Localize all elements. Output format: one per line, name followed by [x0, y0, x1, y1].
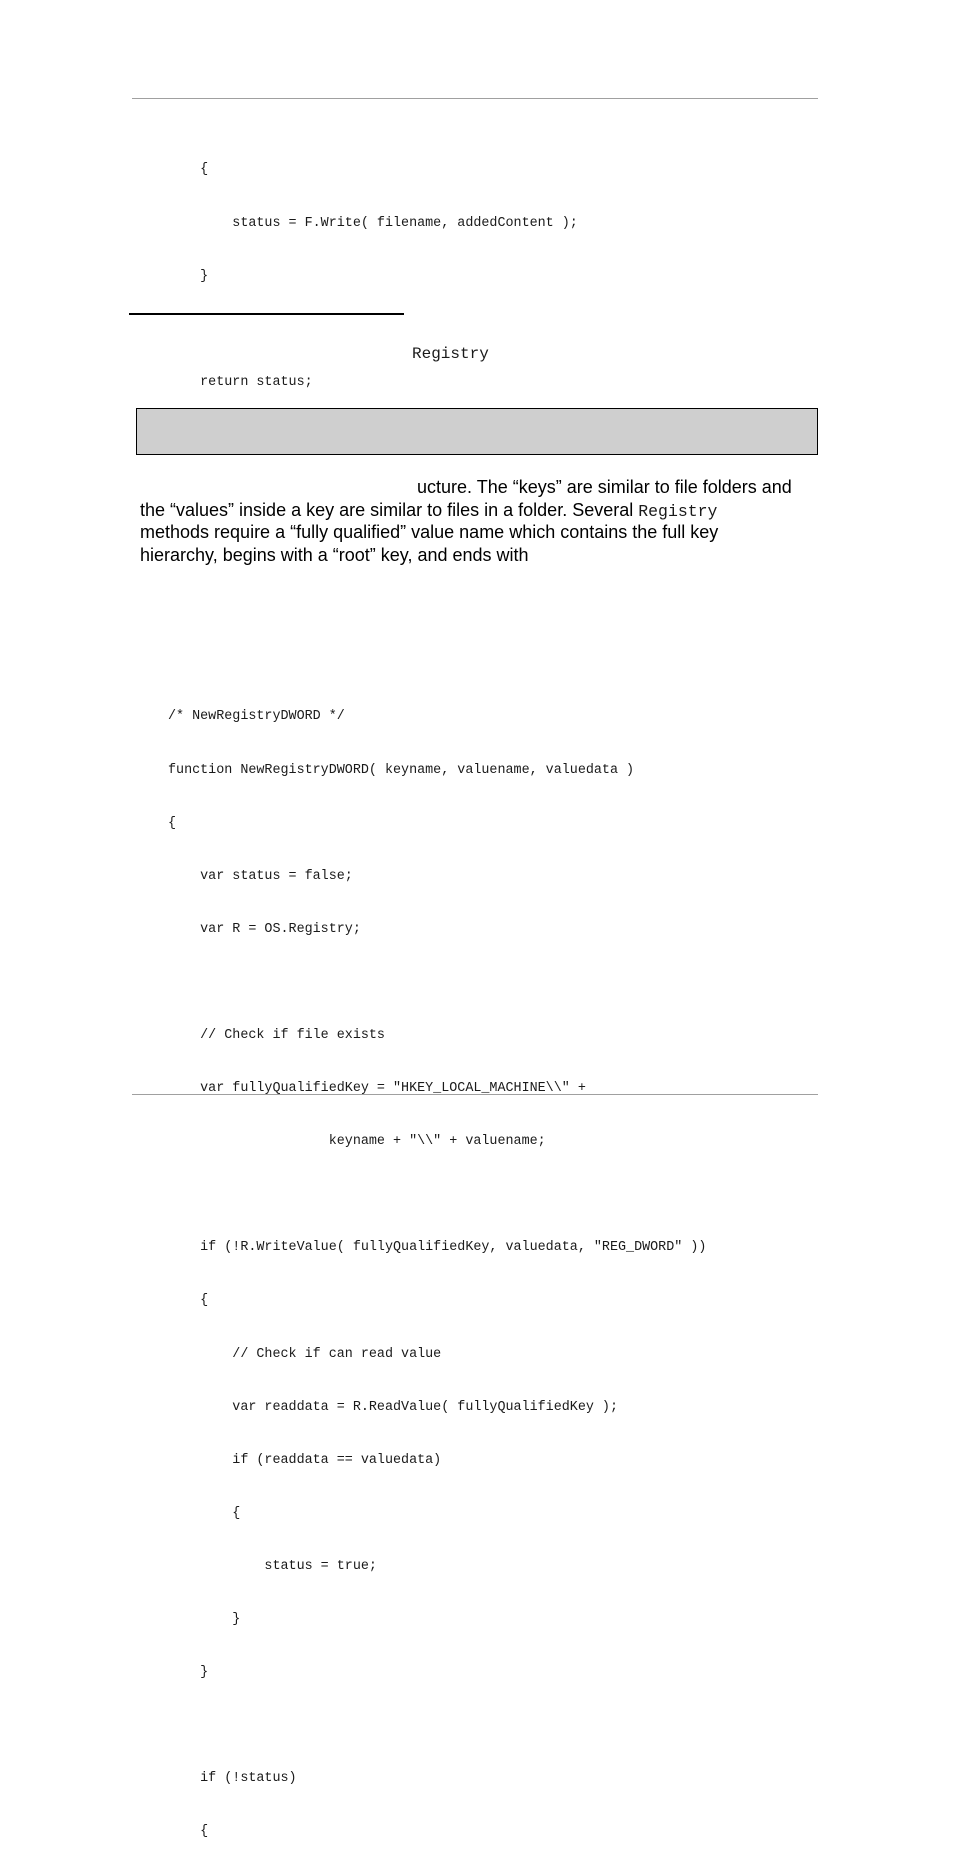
code-line: status = F.Write( filename, addedContent ); [168, 215, 578, 231]
paragraph-line: methods require a “fully qualified” value name which contains the full key [140, 522, 719, 542]
code-line: function NewRegistryDWORD( keyname, valuename, valuedata ) [168, 762, 635, 778]
code-line [168, 1186, 706, 1204]
registry-description-paragraph [140, 476, 830, 566]
section-heading-rule [129, 313, 404, 315]
code-line: var R = OS.Registry; [168, 921, 361, 937]
gray-callout-box [136, 408, 818, 455]
code-line: } [168, 1665, 209, 1681]
page-header-rule [132, 98, 818, 99]
inline-code-registry: Registry [638, 501, 718, 521]
paragraph-line [140, 499, 830, 522]
code-line: } [168, 268, 209, 284]
paragraph-text: the “values” inside a key are similar to files in a folder. Several [140, 499, 639, 520]
code-line: if (readdata == valuedata) [168, 1452, 442, 1468]
code-line: var readdata = R.ReadValue( fullyQualifiedKey ); [168, 1399, 618, 1415]
code-line: var fullyQualifiedKey = "HKEY_LOCAL_MACHINE\\" + [168, 1081, 586, 1097]
code-line: { [168, 1293, 209, 1309]
code-line: status = true; [168, 1558, 377, 1574]
code-line: { [168, 1505, 241, 1521]
paragraph-line: ucture. The “keys” are similar to file folders and [417, 477, 792, 497]
page-footer-rule [132, 1094, 818, 1095]
code-line: /* NewRegistryDWORD */ [168, 709, 345, 725]
registry-label: Registry [412, 345, 489, 363]
code-line: // Check if file exists [168, 1027, 385, 1043]
code-line [168, 1717, 706, 1735]
code-line: } [168, 1612, 241, 1627]
paragraph-line: hierarchy, begins with a “root” key, and ends with [140, 544, 529, 565]
code-line: if (!R.WriteValue( fullyQualifiedKey, valuedata, "REG_DWORD" )) [168, 1240, 707, 1256]
code-line: if (!status) [168, 1771, 297, 1787]
code-line: { [168, 815, 177, 831]
code-line: { [168, 162, 209, 178]
code-line: var status = false; [168, 868, 353, 884]
code-line: keyname + "\\" + valuename; [168, 1134, 546, 1150]
code-block-new-registry-dword [168, 673, 706, 1859]
code-line: { [168, 1824, 209, 1840]
code-line [168, 321, 578, 339]
code-line: return status; [168, 374, 313, 390]
code-line: // Check if can read value [168, 1346, 442, 1362]
code-line [168, 974, 706, 992]
